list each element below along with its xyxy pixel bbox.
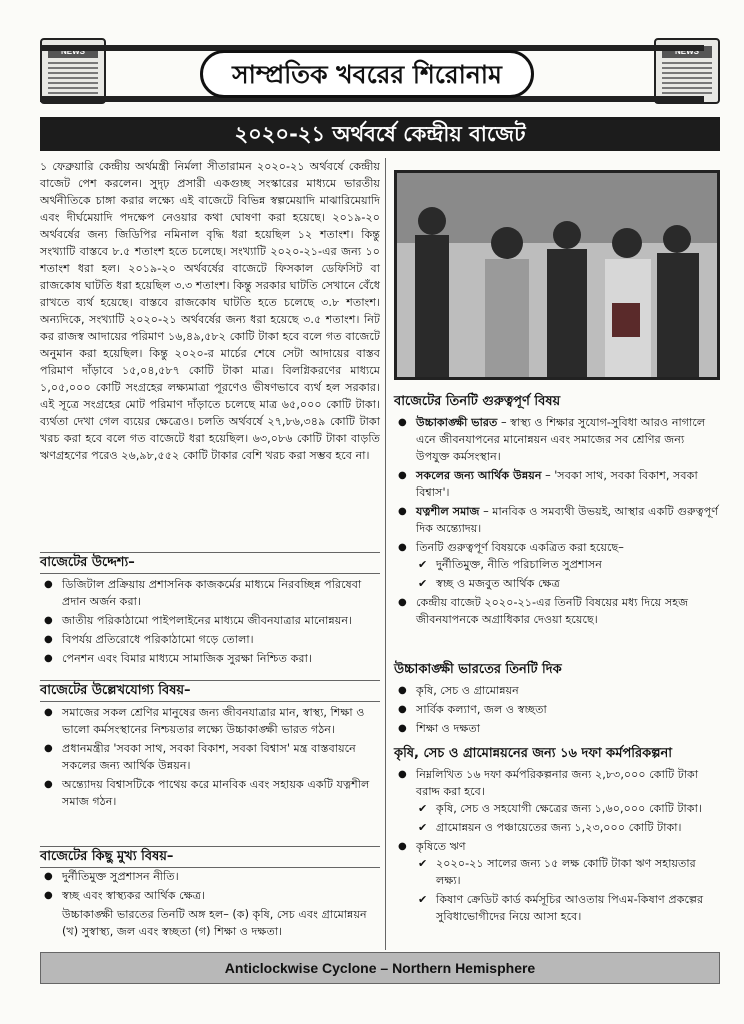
list-item: ● স্বচ্ছ এবং স্বাস্থ্যকর আর্থিক ক্ষেত্র।: [40, 887, 380, 904]
page-title: সাম্প্রতিক খবরের শিরোনাম: [200, 50, 534, 98]
list-item: ● সার্বিক কল্যাণ, জল ও স্বচ্ছতা: [394, 701, 720, 718]
list-item: ● উচ্চাকাঙ্ক্ষী ভারত – স্বাস্থ্য ও শিক্ষার সুযোগ-সুবিধা আরও নাগালে এনে জীবনযাপনের মানোন্নয়ন এবং সমাজের সব শ্রেণির জন্য উপযুক্ত কর্মসংস্থান।: [394, 414, 720, 465]
aspirational-note: উচ্চাকাঙ্ক্ষী ভারতের তিনটি অঙ্গ হল– (ক) কৃষি, সেচ এবং গ্রামোন্নয়ন (খ) সুস্বাস্থ্য, জল এবং স্বচ্ছতা (গ) শিক্ষা ও দক্ষতা।: [62, 908, 367, 938]
article-headline: ২০২০-২১ অর্থবর্ষে কেন্দ্রীয় বাজেট: [40, 117, 720, 151]
list-item: ● কৃষি, সেচ ও গ্রামোন্নয়ন: [394, 682, 720, 699]
section-title-key-points: বাজেটের কিছু মুখ্য বিষয়–: [40, 849, 174, 864]
list-item: ● পেনশন এবং বিমার মাধ্যমে সামাজিক সুরক্ষা নিশ্চিত করা।: [40, 650, 380, 667]
list-item: ● জাতীয় পরিকাঠামো পাইপলাইনের মাধ্যমে জীবনযাত্রার মানোন্নয়ন।: [40, 612, 380, 629]
list-item: ● বিপর্যয় প্রতিরোধে পরিকাঠামো গড়ে তোলা।: [40, 631, 380, 648]
objectives-list: [40, 576, 380, 669]
budget-photo: [394, 170, 720, 380]
list-item: ● কৃষিতে ঋণ ✔ ২০২০-২১ সালের জন্য ১৫ লক্ষ কোটি টাকা ঋণ সহায়তার লক্ষ্য। ✔ কিষাণ ক্রেডিট কার্ড কর্মসূচির আওতায় পিএম-কিষাণ প্রকল্পের সুবিধাভোগীদের নিয়ে আসা হবে।: [394, 838, 720, 925]
news-icon-label: NEWS: [662, 46, 712, 58]
check-item: ✔ দুর্নীতিমুক্ত, নীতি পরিচালিত সুপ্রশাসন: [416, 556, 720, 573]
check-item: ✔ কিষাণ ক্রেডিট কার্ড কর্মসূচির আওতায় পিএম-কিষাণ প্রকল্পের সুবিধাভোগীদের নিয়ে আসা হবে।: [416, 891, 720, 925]
list-item: ● সকলের জন্য আর্থিক উন্নয়ন – 'সবকা সাথ, সবকা বিকাশ, সবকা বিশ্বাস'।: [394, 467, 720, 501]
list-item: ● দুর্নীতিমুক্ত সুপ্রশাসন নীতি।: [40, 868, 380, 885]
section-title-three-points: বাজেটের তিনটি গুরুত্বপূর্ণ বিষয়: [394, 394, 561, 409]
list-item: ● নিম্নলিখিত ১৬ দফা কর্মপরিকল্পনার জন্য ২,৮৩,০০০ কোটি টাকা বরাদ্দ করা হবে। ✔ কৃষি, সেচ ও সহযোগী ক্ষেত্রের জন্য ১,৬০,০০০ কোটি টাকা। ✔ গ্রামোন্নয়ন ও পঞ্চায়েতের জন্য ১,২৩,০০০ কোটি টাকা।: [394, 766, 720, 836]
key-points-list: [40, 868, 380, 906]
list-item: ● যত্নশীল সমাজ – মানবিক ও সমব্যথী উভয়ই, আস্থার একটি গুরুত্বপূর্ণ দিক অন্ত্যোদয়।: [394, 503, 720, 537]
list-item: ● তিনটি গুরুত্বপূর্ণ বিষয়কে একত্রিত করা হয়েছে– ✔ দুর্নীতিমুক্ত, নীতি পরিচালিত সুপ্রশাসন ✔ স্বচ্ছ ও মজবুত আর্থিক ক্ষেত্র: [394, 539, 720, 592]
section-title-notable: বাজেটের উল্লেখযোগ্য বিষয়–: [40, 683, 191, 698]
notable-list: [40, 704, 380, 812]
news-icon-label: NEWS: [48, 46, 98, 58]
footer-banner: Anticlockwise Cyclone – Northern Hemisphere: [40, 952, 720, 984]
check-item: ✔ স্বচ্ছ ও মজবুত আর্থিক ক্ষেত্র: [416, 575, 720, 592]
list-item: ● সমাজের সকল শ্রেণির মানুষের জন্য জীবনযাত্রার মান, স্বাস্থ্য, শিক্ষা ও ভালো কর্মসংস্থানের নিশ্চয়তার লক্ষ্যে উচ্চাকাঙ্ক্ষী ভারত গঠন।: [40, 704, 380, 738]
list-item: ● শিক্ষা ও দক্ষতা: [394, 720, 720, 737]
list-item: ● অন্ত্যোদয় বিশ্বাসটিকে পাথেয় করে মানবিক এবং সহায়ক একটি যত্নশীল সমাজ গঠন।: [40, 776, 380, 810]
three-points-list: [394, 414, 720, 630]
list-item: ● ডিজিটাল প্রক্রিয়ায় প্রশাসনিক কাজকর্মের মাধ্যমে নিরবচ্ছিন্ন পরিষেবা প্রদান অর্জন করা।: [40, 576, 380, 610]
list-item: ● প্রধানমন্ত্রীর 'সবকা সাথ, সবকা বিকাশ, সবকা বিশ্বাস' মন্ত্র বাস্তবায়নে সকলের জন্য আর্থিক উন্নয়ন।: [40, 740, 380, 774]
check-item: ✔ ২০২০-২১ সালের জন্য ১৫ লক্ষ কোটি টাকা ঋণ সহায়তার লক্ষ্য।: [416, 855, 720, 889]
sixteen-points-list: [394, 766, 720, 927]
section-title-three-aspects: উচ্চাকাঙ্ক্ষী ভারতের তিনটি দিক: [394, 662, 562, 677]
list-item: ● কেন্দ্রীয় বাজেট ২০২০-২১-এর তিনটি বিষয়ের মধ্য দিয়ে সহজ জীবনযাপনকে অগ্রাধিকার দেওয়া হয়েছে।: [394, 594, 720, 628]
intro-paragraph: ১ ফেব্রুয়ারি কেন্দ্রীয় অর্থমন্ত্রী নির্মলা সীতারামন ২০২০-২১ অর্থবর্ষে কেন্দ্রীয় বাজেট পেশ করলেন। সুদৃঢ় প্রসারী একগুচ্ছ সংস্কারের মাধ্যমে ভারতীয় অর্থনীতিকে চাঙ্গা করার লক্ষ্যে এই বাজেটে বিভিন্ন স্বল্পমেয়াদি মাঝারিমেয়াদি এবং দীর্ঘমেয়াদি পদক্ষেপ নেওয়ার কথা ঘোষণা করা হয়েছে। ২০১৯-২০ অর্থবর্ষের জন্য জিডিপির নমিনাল বৃদ্ধি ধরা হয়েছিল ১২ শতাংশ। কিন্তু সংখ্যাটি বাস্তবে ৮.৫ শতাংশ হতে চলেছে। সংখ্যাটি ২০২০-২১-এর জন্য ১০ শতাংশ ধরা হল। ২০১৯-২০ অর্থবর্ষের বাজেটে ফিসকাল ডেফিসিট বা রাজকোষ ঘাটতি ধরা হয়েছিল ৩.৩ শতাংশ। কিন্তু সরকার ঘাটতি সেখানে বেঁধে রাখতে ব্যর্থ হয়েছে। বাস্তবে রাজকোষ ঘাটতি হতে চলেছে ৩.৮ শতাংশ। অন্যদিকে, সংখ্যাটি ২০২০-২১ অর্থবর্ষের জন্য ধরা হয়েছে ৩.৫ শতাংশ। নিট কর রাজস্ব আদায়ের পরিমাণ ১৬,৪৯,৫৮২ কোটি টাকা হবে বলে গত বাজেটে অনুমান করা হয়েছিল। কিন্তু ২০২০-র মার্চের শেষে সেটা আদায়ের বাস্তব পরিমাণ দাঁড়াবে ১৫,০৪,৫৮৭ কোটি টাকা মাত্র। বিলগ্নিকরণের মাধ্যমে ১,০৫,০০০ কোটি সংগ্রহের লক্ষ্যমাত্রা পূরণেও ভীষণভাবে ব্যর্থ হল সরকার। এই সূত্রে সংগ্রহের মোট পরিমাণ দাঁড়াতে চলেছে মাত্র ৬৫,০০০ কোটি টাকা। ব্যর্থতা দেখা গেল ব্যয়ের ক্ষেত্রেও। চলতি অর্থবর্ষে ২৭,৮৬,৩৪৯ কোটি টাকা খরচ করা হবে বলে গত বাজেটে ধরা হয়েছিল। ৬৩,০৮৬ কোটি টাকা বাড়তি ঋণগ্রহণের পরেও ২৬,৯৮,৫৫২ কোটি টাকার বেশি খরচ করা সম্ভব হবে না।: [40, 160, 380, 462]
three-aspects-list: [394, 682, 720, 739]
column-divider: [385, 158, 386, 950]
check-item: ✔ কৃষি, সেচ ও সহযোগী ক্ষেত্রের জন্য ১,৬০,০০০ কোটি টাকা।: [416, 800, 720, 817]
section-title-objectives: বাজেটের উদ্দেশ্য–: [40, 555, 135, 570]
check-item: ✔ গ্রামোন্নয়ন ও পঞ্চায়েতের জন্য ১,২৩,০০০ কোটি টাকা।: [416, 819, 720, 836]
section-title-sixteen-points: কৃষি, সেচ ও গ্রামোন্নয়নের জন্য ১৬ দফা কর্মপরিকল্পনা: [394, 746, 673, 761]
